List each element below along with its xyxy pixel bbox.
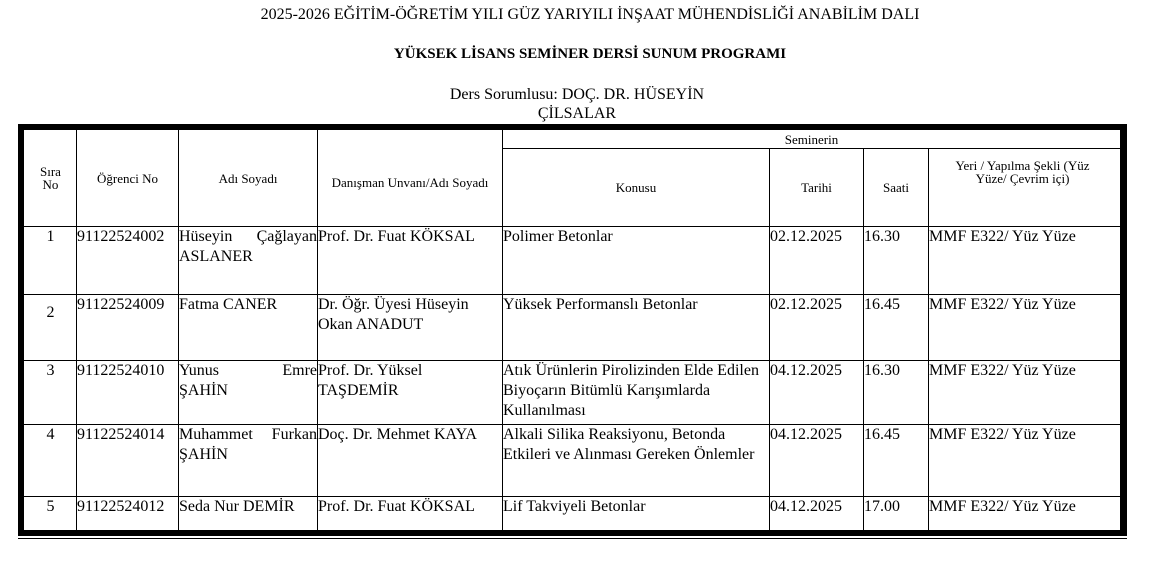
- cell-tarihi: [770, 361, 861, 423]
- first-name: Hüseyin: [179, 228, 233, 245]
- ogrenci-no: 91122524012: [77, 498, 165, 515]
- cell-ogrenci-no: [77, 497, 176, 529]
- cell-yeri: [929, 497, 1118, 529]
- advisor-line1: Prof. Dr. Fuat KÖKSAL: [318, 228, 475, 245]
- name-first-line: [179, 425, 317, 445]
- sira-no: 3: [46, 362, 55, 379]
- cell-saati: [864, 227, 926, 293]
- cell-saati: [864, 425, 926, 495]
- advisor-line1: Doç. Dr. Mehmet KAYA: [318, 426, 477, 443]
- seminar-location: MMF E322/ Yüz Yüze: [929, 296, 1076, 313]
- header-adi-soyadi: [179, 130, 317, 226]
- cell-adi-soyadi: [179, 227, 317, 293]
- seminar-date: 04.12.2025: [770, 498, 842, 515]
- seminar-time: 16.30: [864, 362, 900, 379]
- sira-no: 5: [46, 498, 55, 515]
- ogrenci-no: 91122524009: [77, 296, 165, 313]
- sira-no: 1: [46, 228, 55, 245]
- cell-saati: [864, 295, 926, 359]
- cell-tarihi: [770, 227, 861, 293]
- cell-ogrenci-no: [77, 425, 176, 495]
- seminar-topic: Yüksek Performanslı Betonlar: [503, 296, 698, 313]
- header-saati-label: Saati: [883, 179, 909, 195]
- header-konusu: [503, 148, 769, 226]
- sira-no: 4: [46, 426, 55, 443]
- seminar-location: MMF E322/ Yüz Yüze: [929, 498, 1076, 515]
- advisor-line2: TAŞDEMİR: [318, 382, 399, 399]
- middle-name: Emre: [282, 362, 317, 379]
- name-first-line: [179, 227, 317, 247]
- seminar-topic: Atık Ürünlerin Pirolizinden Elde Edilen Biyoçarın Bitümlü Karışımlarda Kullanılması: [503, 362, 759, 419]
- course-responsible-line2: ÇİLSALAR: [537, 105, 617, 122]
- seminar-time: 16.30: [864, 228, 900, 245]
- ogrenci-no: 91122524010: [77, 362, 165, 379]
- header-tarihi-label: Tarihi: [801, 179, 832, 195]
- sira-no: 2: [46, 304, 55, 321]
- advisor-line1: Prof. Dr. Yüksel: [318, 362, 423, 379]
- cell-konusu: [503, 295, 767, 359]
- cell-konusu: [503, 361, 767, 423]
- cell-yeri: [929, 425, 1118, 495]
- header-tarihi: [770, 148, 863, 226]
- cell-ogrenci-no: [77, 361, 176, 423]
- cell-tarihi: [770, 497, 861, 529]
- cell-danisman: [318, 361, 500, 423]
- header-danisman-label: Danışman Unvanı/Adı Soyadı: [331, 175, 489, 190]
- cell-danisman: [318, 497, 500, 529]
- first-name: Yunus: [179, 362, 220, 379]
- cell-adi-soyadi: [179, 361, 317, 423]
- surname: ŞAHİN: [179, 382, 228, 399]
- header-ogrenci-no-label: Öğrenci No: [96, 170, 158, 186]
- cell-sira: [26, 295, 75, 359]
- cell-sira: [26, 497, 75, 529]
- cell-danisman: [318, 227, 500, 293]
- header-yeri: [929, 148, 1120, 196]
- surname: ŞAHİN: [179, 446, 228, 463]
- cell-sira: [26, 227, 75, 293]
- middle-name: Furkan: [271, 426, 317, 443]
- table-underline: [18, 538, 1127, 539]
- cell-konusu: [503, 425, 767, 495]
- seminar-location: MMF E322/ Yüz Yüze: [929, 426, 1076, 443]
- header-sira-no: [25, 130, 76, 226]
- header-sira-no-label: Sıra No: [40, 164, 61, 192]
- full-name: Seda Nur DEMİR: [179, 498, 295, 515]
- seminar-date: 02.12.2025: [770, 296, 842, 313]
- advisor-line2: Okan ANADUT: [318, 316, 424, 333]
- seminar-topic: Lif Takviyeli Betonlar: [503, 498, 646, 515]
- header-danisman: [318, 140, 502, 226]
- header-saati: [864, 148, 928, 226]
- advisor-line1: Dr. Öğr. Üyesi Hüseyin: [318, 296, 469, 313]
- cell-sira: [26, 425, 75, 495]
- header-yeri-label: Yeri / Yapılma Şekli (Yüz Yüze/ Çevrim içi): [955, 158, 1090, 186]
- ogrenci-no: 91122524014: [77, 426, 165, 443]
- header-seminerin: [503, 130, 1120, 148]
- seminar-location: MMF E322/ Yüz Yüze: [929, 228, 1076, 245]
- seminar-date: 02.12.2025: [770, 228, 842, 245]
- cell-ogrenci-no: [77, 295, 176, 359]
- cell-ogrenci-no: [77, 227, 176, 293]
- cell-saati: [864, 361, 926, 423]
- first-name: Muhammet: [179, 426, 253, 443]
- cell-adi-soyadi: [179, 425, 317, 495]
- cell-yeri: [929, 295, 1118, 359]
- ogrenci-no: 91122524002: [77, 228, 165, 245]
- cell-konusu: [503, 497, 767, 529]
- name-first-line: [179, 361, 317, 381]
- header-konusu-label: Konusu: [615, 179, 657, 195]
- middle-name: Çağlayan: [256, 228, 317, 245]
- department-title: 2025-2026 EĞİTİM-ÖĞRETİM YILI GÜZ YARIYILI İNŞAAT MÜHENDİSLİĞİ ANABİLİM DALI: [260, 6, 920, 23]
- cell-saati: [864, 497, 926, 529]
- seminar-topic: Polimer Betonlar: [503, 228, 613, 245]
- seminar-time: 17.00: [864, 498, 900, 515]
- cell-adi-soyadi: [179, 497, 317, 529]
- header-seminerin-label: Seminerin: [784, 131, 839, 147]
- seminar-location: MMF E322/ Yüz Yüze: [929, 362, 1076, 379]
- cell-danisman: [318, 425, 500, 495]
- header-ogrenci-no: [77, 130, 178, 226]
- advisor-line1: Prof. Dr. Fuat KÖKSAL: [318, 498, 475, 515]
- cell-yeri: [929, 361, 1118, 423]
- cell-konusu: [503, 227, 767, 293]
- seminar-date: 04.12.2025: [770, 426, 842, 443]
- cell-tarihi: [770, 425, 861, 495]
- seminar-time: 16.45: [864, 426, 900, 443]
- course-responsible-line1: Ders Sorumlusu: DOÇ. DR. HÜSEYİN: [449, 86, 705, 103]
- surname: ASLANER: [179, 248, 253, 265]
- header-adi-soyadi-label: Adı Soyadı: [218, 170, 278, 186]
- cell-yeri: [929, 227, 1118, 293]
- program-title: YÜKSEK LİSANS SEMİNER DERSİ SUNUM PROGRAMI: [393, 46, 787, 62]
- cell-danisman: [318, 295, 500, 359]
- full-name: Fatma CANER: [179, 296, 278, 313]
- seminar-date: 04.12.2025: [770, 362, 842, 379]
- cell-tarihi: [770, 295, 861, 359]
- seminar-topic: Alkali Silika Reaksiyonu, Betonda Etkileri ve Alınması Gereken Önlemler: [503, 426, 755, 463]
- cell-adi-soyadi: [179, 295, 317, 359]
- course-responsible: [2, 85, 1150, 123]
- cell-sira: [26, 361, 75, 423]
- seminar-time: 16.45: [864, 296, 900, 313]
